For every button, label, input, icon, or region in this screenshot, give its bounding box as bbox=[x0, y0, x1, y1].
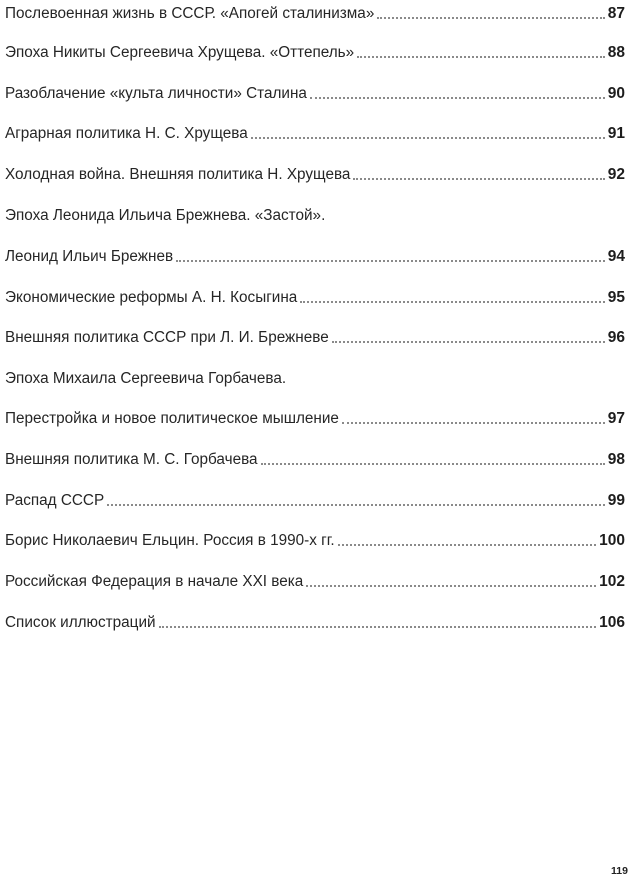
toc-entry-page: 100 bbox=[599, 532, 625, 549]
dot-leader bbox=[107, 504, 605, 506]
toc-entry[interactable] bbox=[5, 405, 625, 429]
toc-entry[interactable] bbox=[5, 80, 625, 104]
toc-entry-title: Холодная война. Внешняя политика Н. Хрущева bbox=[5, 166, 351, 183]
toc-entry[interactable] bbox=[5, 243, 625, 267]
toc-entry[interactable] bbox=[5, 39, 625, 63]
dot-leader bbox=[176, 260, 605, 262]
toc-entry-title: Аграрная политика Н. С. Хрущева bbox=[5, 125, 248, 142]
toc-entry-page: 90 bbox=[607, 85, 625, 102]
toc-entry-title: Эпоха Леонида Ильича Брежнева. «Застой». bbox=[5, 207, 326, 224]
dot-leader bbox=[159, 626, 597, 628]
dot-leader bbox=[306, 585, 596, 587]
toc-entry-page: 99 bbox=[607, 492, 625, 509]
dot-leader bbox=[357, 56, 605, 58]
toc-entry[interactable] bbox=[5, 609, 625, 633]
toc-entry-page: 96 bbox=[607, 329, 625, 346]
page-number: 119 bbox=[611, 865, 628, 877]
toc-entry-page: 106 bbox=[599, 614, 625, 631]
dot-leader bbox=[251, 137, 605, 139]
dot-leader bbox=[310, 97, 605, 99]
toc-entry-title: Эпоха Михаила Сергеевича Горбачева. bbox=[5, 370, 287, 387]
toc-entry-title: Леонид Ильич Брежнев bbox=[5, 248, 174, 265]
toc-entry-title: Экономические реформы А. Н. Косыгина bbox=[5, 289, 298, 306]
toc-entry[interactable] bbox=[5, 324, 625, 348]
toc-section-heading[interactable] bbox=[5, 365, 625, 389]
toc-entry-page: 97 bbox=[607, 410, 625, 427]
toc-entry-page: 91 bbox=[607, 125, 625, 142]
toc-entry[interactable] bbox=[5, 527, 625, 551]
toc-entry-page: 88 bbox=[607, 44, 625, 61]
toc-entry-title: Внешняя политика М. С. Горбачева bbox=[5, 451, 258, 468]
toc-entry[interactable] bbox=[5, 0, 625, 24]
toc-entry[interactable] bbox=[5, 161, 625, 185]
toc-entry[interactable] bbox=[5, 487, 625, 511]
dot-leader bbox=[338, 544, 596, 546]
toc-entry[interactable] bbox=[5, 284, 625, 308]
toc-entry-page: 102 bbox=[599, 573, 625, 590]
toc-entry[interactable] bbox=[5, 568, 625, 592]
toc-entry-title: Эпоха Никиты Сергеевича Хрущева. «Оттепель» bbox=[5, 44, 355, 61]
toc-entry[interactable] bbox=[5, 446, 625, 470]
dot-leader bbox=[332, 341, 605, 343]
toc-entry-page: 95 bbox=[607, 289, 625, 306]
toc-entry-title: Послевоенная жизнь в СССР. «Апогей сталинизма» bbox=[5, 5, 375, 22]
toc-entry-title: Внешняя политика СССР при Л. И. Брежневе bbox=[5, 329, 329, 346]
dot-leader bbox=[377, 17, 604, 19]
dot-leader bbox=[300, 301, 604, 303]
toc-entry-page: 87 bbox=[607, 5, 625, 22]
toc-entry-title: Перестройка и новое политическое мышление bbox=[5, 410, 339, 427]
toc-entry-title: Российская Федерация в начале XXI века bbox=[5, 573, 304, 590]
toc-entry[interactable] bbox=[5, 120, 625, 144]
toc-entry-page: 98 bbox=[607, 451, 625, 468]
toc-section-heading[interactable] bbox=[5, 202, 625, 226]
toc-entry-title: Распад СССР bbox=[5, 492, 105, 509]
toc-entry-title: Список иллюстраций bbox=[5, 614, 156, 631]
dot-leader bbox=[342, 422, 605, 424]
toc-entry-title: Разоблачение «культа личности» Сталина bbox=[5, 85, 307, 102]
dot-leader bbox=[353, 178, 604, 180]
dot-leader bbox=[261, 463, 605, 465]
toc-entry-page: 92 bbox=[607, 166, 625, 183]
toc-entry-title: Борис Николаевич Ельцин. Россия в 1990-х гг. bbox=[5, 532, 335, 549]
toc-entry-page: 94 bbox=[607, 248, 625, 265]
